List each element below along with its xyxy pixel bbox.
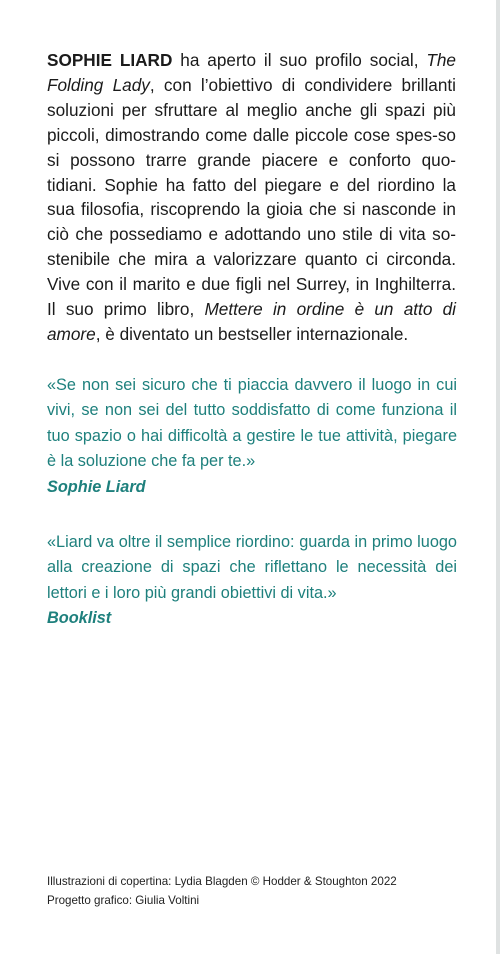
author-name: SOPHIE LIARD — [47, 50, 173, 70]
bio-text-2: , con l’obiettivo di condividere brillanti soluzioni per sfruttare al meglio anche gli spazi più piccoli, dimostrando come dalle piccole cose spes-so si possono trarre grande piacere e conforto quo-tidiani. Sophie ha fatto del piegare e del riordino la sua filosofia, riscoprendo la gioia che si nasconde in ciò che possediamo e adottando uno stile di vita so-stenibile che mira a valorizzare quanto ci circonda. Vive con il marito e due figli nel Surrey, in Inghilterra. Il suo primo libro, — [47, 74, 456, 320]
bio-profile-title: The Folding Lady — [47, 50, 456, 95]
review-quote-2 — [47, 530, 457, 632]
author-bio — [47, 48, 456, 347]
quote-author: Sophie Liard — [47, 477, 146, 496]
bio-book-title: Mettere in ordine è un atto di amore — [47, 299, 457, 344]
credits — [47, 872, 397, 910]
bio-text-3: , è diventato un bestseller internazionale. — [95, 323, 409, 344]
bio-text-1: ha aperto il suo profilo social, — [172, 50, 427, 70]
quote-text: «Se non sei sicuro che ti piaccia davvero il luogo in cui vivi, se non sei del tutto soddisfatto di come funziona il tuo spazio o hai difficoltà a gestire le tue attività, piegare è la soluzione che fa per te.» — [47, 376, 457, 471]
quote-text: «Liard va oltre il semplice riordino: guarda in primo luogo alla creazione di spazi che riflettano le necessità dei lettori e i loro più grandi obiettivi di vita.» — [47, 533, 457, 602]
illustration-credit: Illustrazioni di copertina: Lydia Blagden © Hodder & Stoughton 2022 — [47, 875, 397, 888]
design-credit: Progetto grafico: Giulia Voltini — [47, 894, 200, 907]
quote-author: Booklist — [47, 609, 112, 628]
page-edge-strip — [496, 0, 500, 954]
review-quote-1 — [47, 373, 457, 500]
